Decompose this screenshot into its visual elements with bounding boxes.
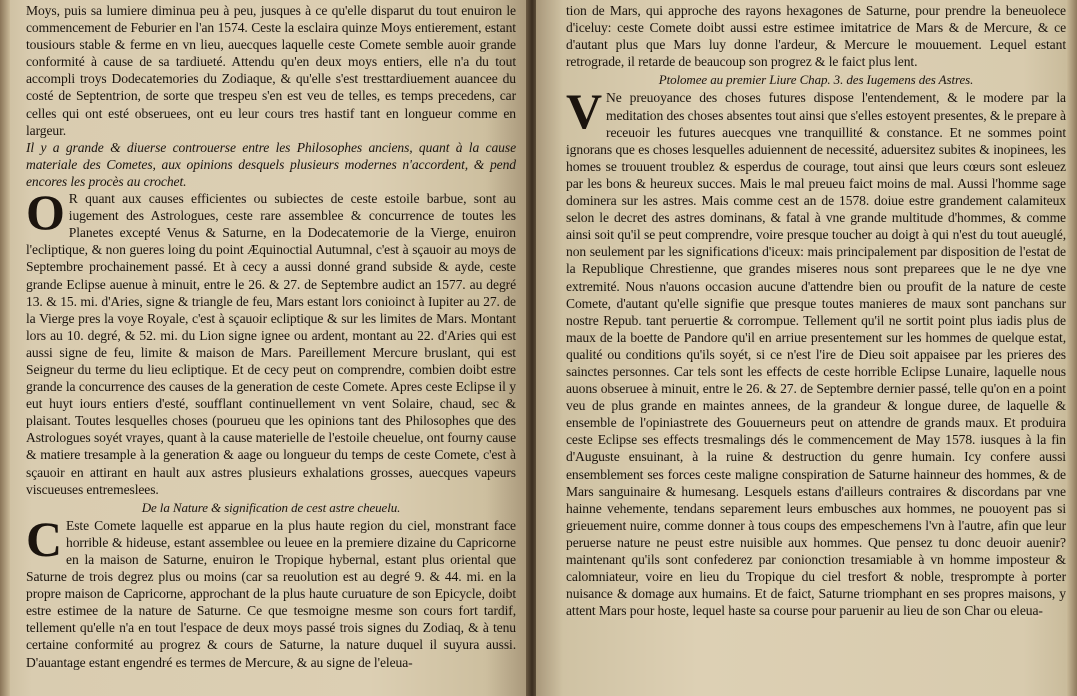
section-heading: Ptolomee au premier Liure Chap. 3. des Iugemens des Astres. xyxy=(658,72,974,88)
right-paragraph-2 xyxy=(566,83,1066,619)
left-page xyxy=(0,0,528,696)
drop-cap: O xyxy=(26,184,65,241)
right-paragraph-2-text: Ne preuoyance des choses futures dispose l'entendement, & le modere par la meditation des choses absentes tout ainsi que s'elles estoyent presentes, & le prepare à receuoir les futures auecques vne tranquillité & constance. Et ne sommes point ignorans que es choses lesquelles aduiennent de necessité, aduersitez subites & inopinees, les homes se trouuent troublez & esperdus de courage, tout ainsi que leurs cœurs sont esleuez par les bons & heureux succes. Mais le mal preueu faict moins de mal. Aussi l'homme sage dominera sur les astres. Mais comme cest an de 1578. doiue estre grandement calamiteux selon le decret des astres dominans, & fatal à vne grande multitude d'hommes, & comme ainsi soit qu'il se peut comprendre, voire presque toucher au doigt à qui n'est du tout aueuglé, non seulement par les significations d'iceux: mais principalement par disposition de l'estat de la Republique Chrestienne, que grandes miseres nous sont preparees que le ne dye vne extremité. Nous n'auons occasion aucune d'attendre bien ou proufit de la nature de ceste Comete, d'autant qu'elle signifie que presque toutes manieres de maux sont panchans sur nostre Repub. tant peruertie & corrompue. Tellement qu'il ne sortit point plus iadis plus de maux de la boette de Pandore qu'il en arriue presentement sur les hommes de quelque estat, qualité ou conditions qu'ils soyét, si ce n'est l'ire de Dieu soit appaisee par les prieres des sainctes personnes. Car tels sont les effects de ceste horrible Eclipse Lunaire, laquelle nous auons obseruee à minuit, entre le 26. & 27. de Septembre dernier passé, telle qu'on en a point veu de plus grande en maintes annees, de la grandeur & longue duree, de laquelle & ensemble de l'opiniastrete des Gouuerneurs peut on attendre de grands maux. Et produira ceste Eclipse ses effects tresmalings dés le commencement de May 1578. iusques à la fin d'Auguste ensuinant, à la ruine & destruction du genre humain. Icy confere aussi ensemblement ses forces ceste maligne conspiration de Saturne hainneur des hommes, & de Mars sanguinaire & humesang. Lesquels estans d'ailleurs contraires & discordans par vne hainne vehemente, tendans separement leurs embusches aux hommes, ne pouoyent pas si grieuement nuire, comme donner à tous coups des empeschemens l'vn à l'autre, afin que leur peruerse nature ne peust estre nuisible aux hommes. Que pensez tu donc deuoir auenir? maintenant qu'ils sont confederez par conionction tresamiable à vn homme imposteur & calomniateur, voire en lieu du Tropique du ciel tresfort & noble, tresprompte à porter nuisance & domage aux humains. Et de faict, Saturne triomphant en ses propres maisons, y attent Mars pour hoste, lequel haste sa course pour paruenir au lieu de son Char ou eleua- xyxy=(566,90,1066,619)
left-italic-summary: Il y a grande & diuerse controuerse entre les Philosophes anciens, quant à la cause materiale des Cometes, aux opinions desquels plusieurs modernes n'accordent, & pend encores les procès au crochet. xyxy=(26,139,516,189)
drop-cap: C xyxy=(26,510,63,567)
left-opening-paragraph: Moys, puis sa lumiere diminua peu à peu, jusques à ce qu'elle disparut du tout enuiron le commencement de Feburier en l'an 1574. Ceste la esclaira quinze Moys entierement, estant tousiours stable & ferme en vn lieu, auecques laquelle ceste Comete semble auoir grande conformité à cause de sa tardiueté. Attendu qu'en deux moys entiers, elle n'a du tout accompli troys Dodecatemories du Zodiaque, & qu'elle s'est tresttardiuement auancee du costé de Septentrion, de sorte que trespeu s'en est veu de telles, es temps precedens, car celles qui ont esté obseruees, ont eu leur cours tres hastif tant en longueur comme en largeur. xyxy=(26,3,516,138)
left-text-column xyxy=(26,2,516,671)
left-paragraph-3 xyxy=(26,510,516,671)
left-paragraph-3-text: Este Comete laquelle est apparue en la plus haute region du ciel, monstrant face horrible & hideuse, estant assemblee ou leuee en la premiere dizaine du Capricorne en la maison de Saturne, enuiron le Tropique hybernal, estant plus oriental que Saturne de trois degrez plus ou moins (car sa reuolution est au degré 9. & 44. mi. en la propre maison de Capricorne, approchant de la plus haute curuature de son Epicycle, doibt estre estimee de la nature de Saturne. Ce que tesmoigne mesme son cours fort tardif, tellement qu'elle n'a en tout l'espace de deux moys passé trois signes du Zodiaq, & à tenu certaine conformité au progrez & cours de Saturne, la nature duquel il suyura aussi. D'auantage estant engendré es termes de Mercure, & au signe de l'eleua- xyxy=(26,517,516,670)
left-paragraph-2-text: R quant aux causes efficientes ou subiectes de ceste estoile barbue, sont au iugement des Astrologues, ceste rare assemblee & concurrence de toutes les Planetes excepté Venus & Saturne, en la Dodecatemorie de la Vierge, enuiron l'ecliptique, & non gueres loing du point Æquinoctial Autumnal, c'est à sçauoir au moys de Septembre prochainement passé. Et à cecy a aussi donné grand subside & ayde, ceste grande Eclipse auenue à minuit, entre le 26. & 27. de Septembre audict an 1577. au degré 13. & 15. mi. d'Aries, signe & triangle de feu, Mars estant lors conioinct à Iupiter au 27. de la Vierge pres la voye Royale, c'est à sçauoir ecliptique & sur les limites de Mars. Montant lors au 10. degré, & 52. mi. du Lion signe ignee ou ardent, montant au 22. d'Aries qui est aussi signe de feu, limite & maison de Mars. Pareillement Mercure bruslant, qui est Seigneur du terme du lieu ecliptique. Et de cecy peut on comprendre, combien doibt estre grande la concurrence des causes de la generation de ceste Comete. Apres ceste Eclipse il y eut huyt iours entiers d'esté, soufflant continuellement vn vent Solaire, chaud, sec & plaisant. Toutes lesquelles choses (pourueu que les opinions tant des Philosophes que des Astrologues soyét vrayes, quant à la cause materielle de l'estoile cheuelue, ont fourny cause & matiere tresample à la generation & aage ou longueur du temps de ceste Comete, c'est à sçauoir en attirant en hault aux astres plusieurs exhalations grosses, auecques vapeurs viscueuses entremeslees. xyxy=(26,191,516,497)
page-edge xyxy=(1067,0,1077,696)
left-paragraph-2 xyxy=(26,184,516,498)
drop-cap: V xyxy=(566,83,603,140)
section-heading: De la Nature & signification de cest astre cheuelu. xyxy=(141,499,401,515)
right-text-column xyxy=(566,2,1066,619)
right-opening-paragraph: tion de Mars, qui approche des rayons hexagones de Saturne, pour prendre la beneuolece d'iceluy: ceste Comete doibt aussi estre estimee imitatrice de Mars & de Mercure, & ce d'autant plus que Mars luy donne l'ardeur, & Mercure le mouuement. Lequel estant retrograde, il retarde de beaucoup son progrez & le faict plus lent. xyxy=(566,3,1066,70)
page-edge xyxy=(0,0,10,696)
right-page xyxy=(536,0,1077,696)
